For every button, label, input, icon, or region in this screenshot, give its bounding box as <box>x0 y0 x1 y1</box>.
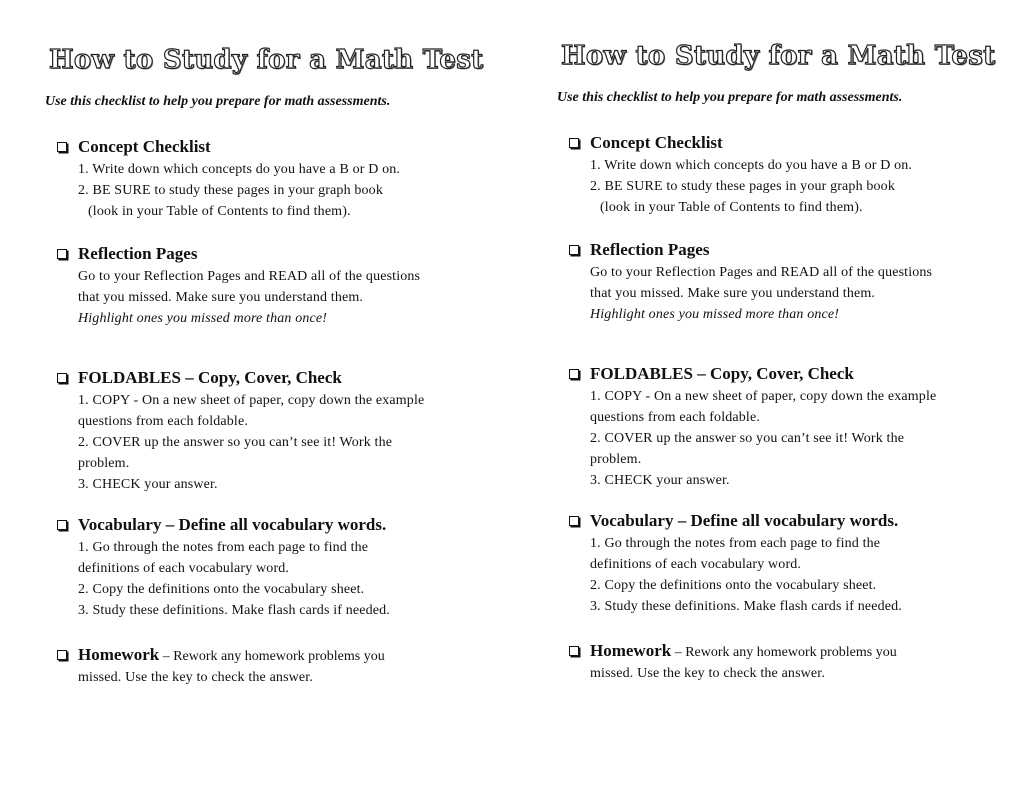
section-heading: Vocabulary – Define all vocabulary words. <box>78 515 387 534</box>
section-line: 1. Write down which concepts do you have a B or D on. <box>78 162 401 177</box>
section-heading-suffix: – Rework any homework problems you <box>159 649 385 664</box>
page-subtitle: Use this checklist to help you prepare for math assessments. <box>45 94 391 109</box>
checklist-panel-left <box>45 42 485 688</box>
checkbox-icon <box>569 138 579 148</box>
section-line: definitions of each vocabulary word. <box>590 557 802 572</box>
section-line: 3. CHECK your answer. <box>590 473 730 488</box>
section-line: missed. Use the key to check the answer. <box>590 666 825 681</box>
section-vocabulary <box>569 510 997 617</box>
section-line: problem. <box>78 456 130 471</box>
section-line: questions from each foldable. <box>78 414 248 429</box>
checkbox-icon <box>569 646 579 656</box>
checkbox-icon <box>569 369 579 379</box>
section-line: 1. COPY - On a new sheet of paper, copy down the example <box>78 393 425 408</box>
section-line: 2. COVER up the answer so you can’t see it! Work the <box>78 435 393 450</box>
checkbox-icon <box>57 520 67 530</box>
section-line: Go to your Reflection Pages and READ all of the questions <box>590 265 933 280</box>
section-concept-checklist <box>569 132 997 218</box>
section-heading: Vocabulary – Define all vocabulary words. <box>590 511 899 530</box>
checkbox-icon <box>57 142 67 152</box>
page-subtitle: Use this checklist to help you prepare for math assessments. <box>557 90 903 105</box>
section-heading-suffix: – Rework any homework problems you <box>671 645 897 660</box>
section-vocabulary <box>57 514 485 621</box>
section-line: (look in your Table of Contents to find them). <box>88 204 351 219</box>
section-heading: Concept Checklist <box>590 133 723 152</box>
section-reflection-pages <box>57 243 485 329</box>
section-foldables <box>57 367 485 495</box>
section-heading: Homework <box>78 645 160 664</box>
checkbox-icon <box>57 650 67 660</box>
checkbox-icon <box>569 245 579 255</box>
section-line: 3. Study these definitions. Make flash cards if needed. <box>78 603 390 618</box>
section-line: 3. Study these definitions. Make flash cards if needed. <box>590 599 902 614</box>
section-line: (look in your Table of Contents to find them). <box>600 200 863 215</box>
page-title: How to Study for a Math Test <box>561 41 996 71</box>
section-homework <box>569 640 997 684</box>
section-line: 1. Go through the notes from each page to find the <box>78 540 369 555</box>
section-line: Go to your Reflection Pages and READ all of the questions <box>78 269 421 284</box>
section-line: that you missed. Make sure you understand them. <box>590 286 876 301</box>
section-line: 1. Go through the notes from each page to find the <box>590 536 881 551</box>
section-reflection-pages <box>569 239 997 325</box>
page-title: How to Study for a Math Test <box>49 45 484 75</box>
section-line: Highlight ones you missed more than once! <box>590 307 840 322</box>
section-line: 2. COVER up the answer so you can’t see it! Work the <box>590 431 905 446</box>
section-line: 2. BE SURE to study these pages in your graph book <box>590 179 895 194</box>
section-heading: Concept Checklist <box>78 137 211 156</box>
section-line: 1. COPY - On a new sheet of paper, copy down the example <box>590 389 937 404</box>
section-concept-checklist <box>57 136 485 222</box>
section-line: that you missed. Make sure you understand them. <box>78 290 364 305</box>
section-line: missed. Use the key to check the answer. <box>78 670 313 685</box>
section-line: definitions of each vocabulary word. <box>78 561 290 576</box>
checkbox-icon <box>57 373 67 383</box>
checkbox-icon <box>569 516 579 526</box>
checkbox-icon <box>57 249 67 259</box>
section-line: 2. Copy the definitions onto the vocabulary sheet. <box>78 582 365 597</box>
checklist-panel-right <box>557 38 997 684</box>
section-line: 2. BE SURE to study these pages in your graph book <box>78 183 383 198</box>
section-line: 1. Write down which concepts do you have a B or D on. <box>590 158 913 173</box>
section-line: 2. Copy the definitions onto the vocabulary sheet. <box>590 578 877 593</box>
section-heading: FOLDABLES – Copy, Cover, Check <box>78 368 342 387</box>
section-heading: Reflection Pages <box>590 240 710 259</box>
section-heading: Homework <box>590 641 672 660</box>
section-heading: FOLDABLES – Copy, Cover, Check <box>590 364 854 383</box>
section-line: questions from each foldable. <box>590 410 760 425</box>
section-line: 3. CHECK your answer. <box>78 477 218 492</box>
section-line: Highlight ones you missed more than once! <box>78 311 328 326</box>
section-foldables <box>569 363 997 491</box>
section-homework <box>57 644 485 688</box>
section-heading: Reflection Pages <box>78 244 198 263</box>
section-line: problem. <box>590 452 642 467</box>
